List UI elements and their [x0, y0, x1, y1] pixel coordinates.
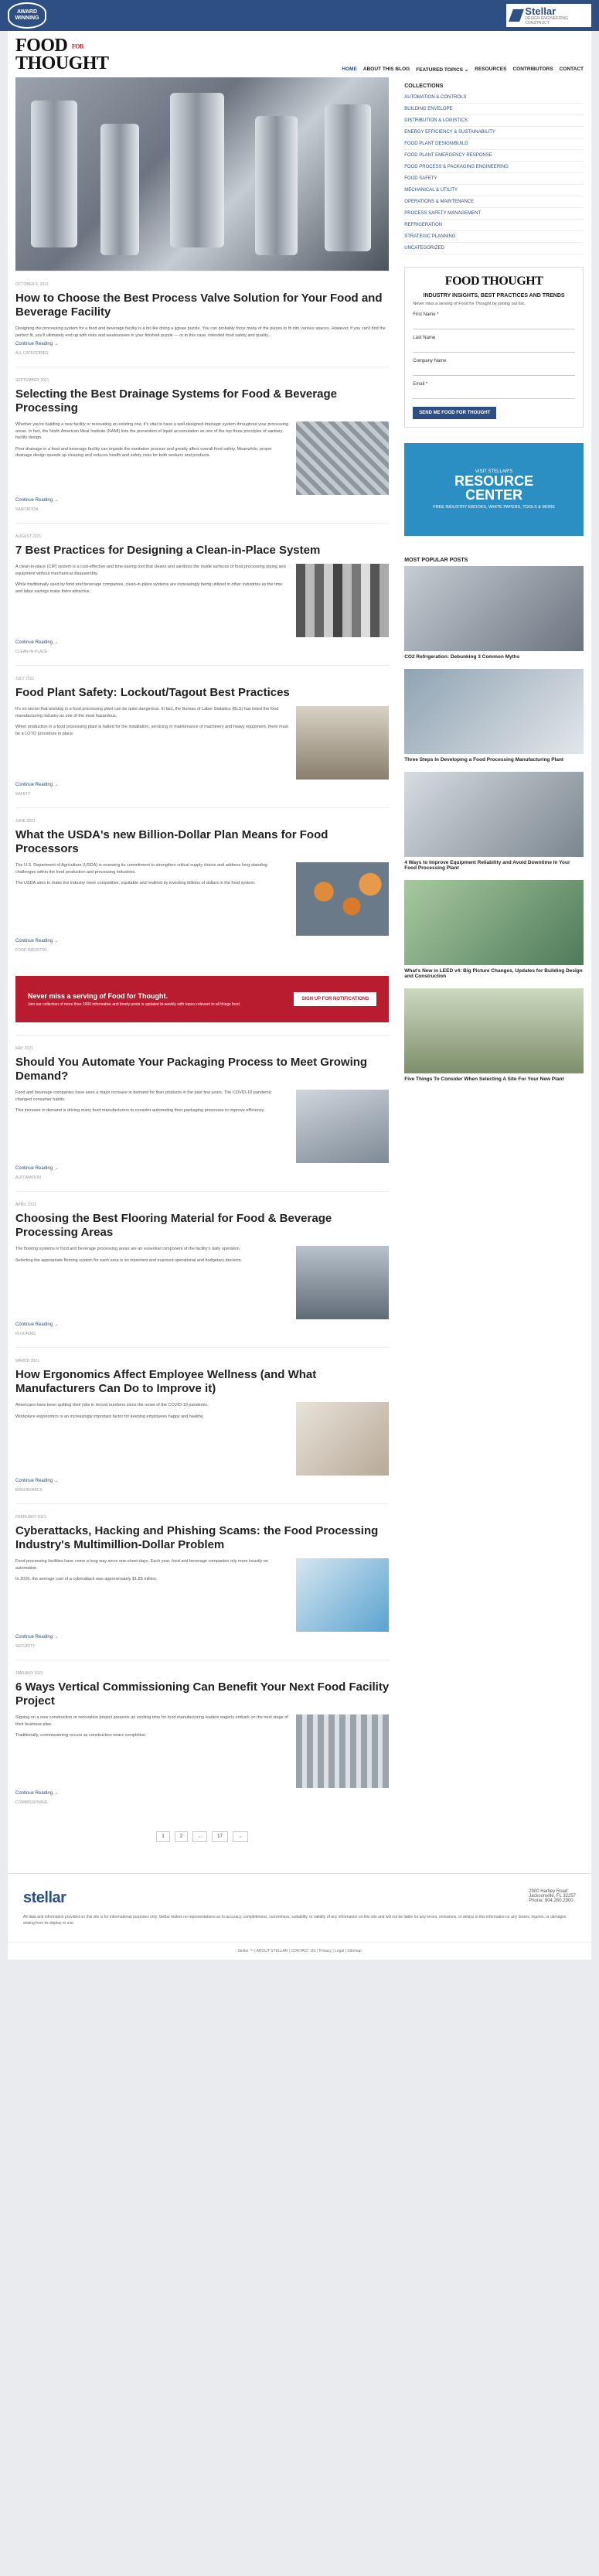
- article-p1: The flooring systems in food and beverage processing areas are an essential component of the facility's daily operation.: [15, 1247, 241, 1252]
- article: [15, 1347, 389, 1503]
- article-p2: While traditionally used by food and beverage companies, clean-in-place systems are increasingly being utilized in other industries as the time and labor savings make them attractive.: [15, 582, 283, 594]
- article-date: SEPTEMBER 2021: [15, 378, 49, 384]
- food-for-thought-logo[interactable]: [15, 37, 109, 73]
- continue-link[interactable]: Continue Reading →: [15, 939, 59, 944]
- newsletter-cta-banner: [15, 976, 389, 1022]
- article-date: JULY 2021: [15, 677, 35, 682]
- resource-big2: CENTER: [465, 487, 523, 503]
- popular-post-title: CO2 Refrigeration: Debunking 3 Common Myths: [404, 654, 520, 660]
- stellar-name: Stellar: [525, 5, 556, 17]
- article-p2: Traditionally, commissioning occurs as construction nears completion.: [15, 1733, 147, 1738]
- popular-post-title: 4 Ways to Improve Equipment Reliability and Avoid Downtime In Your Food Processing Plant: [404, 860, 570, 872]
- footer-bottom-links[interactable]: Stellar ™ | ABOUT STELLAR | CONTACT US | Privacy | Legal | Sitemap: [8, 1942, 591, 1960]
- featured-article: [15, 271, 389, 367]
- article-title[interactable]: Choosing the Best Flooring Material for Food & Beverage Processing Areas: [15, 1212, 332, 1240]
- article-date: JUNE 2021: [15, 819, 36, 824]
- signup-form: [404, 267, 584, 428]
- article-title[interactable]: How Ergonomics Affect Employee Wellness (and What Manufacturers Can Do to Improve it): [15, 1368, 317, 1396]
- form-logo-line1: FOOD: [444, 275, 480, 288]
- page-1[interactable]: 1: [156, 1831, 169, 1842]
- popular-post[interactable]: [404, 566, 584, 660]
- page-2[interactable]: 2: [175, 1831, 188, 1842]
- article-category[interactable]: SANITATION: [15, 507, 39, 513]
- article-p2: This increase in demand is driving many food manufacturers to consider automating their packaging processes to improve efficiency.: [15, 1108, 265, 1114]
- article-p1: A clean-in-place (CIP) system is a cost-effective and time-saving tool that cleans and sanitizes the inside surfaces of food processing piping and equipment without mechanical disassembly.: [15, 565, 286, 576]
- collection-item[interactable]: FOOD PROCESS & PACKAGING ENGINEERING: [404, 162, 584, 173]
- form-logo: [413, 275, 575, 287]
- nav-featured-topics[interactable]: FEATURED TOPICS ⌄: [416, 67, 469, 73]
- article-p2: The USDA aims to make the industry more competitive, equitable and resilient by investing billions of dollars in the food system.: [15, 881, 256, 886]
- award-badge: AWARD WINNING: [8, 2, 46, 29]
- continue-link[interactable]: Continue Reading →: [15, 1166, 59, 1172]
- collection-item[interactable]: DISTRIBUTION & LOGISTICS: [404, 115, 584, 127]
- article-title[interactable]: 6 Ways Vertical Commissioning Can Benefit Your Next Food Facility Project: [15, 1680, 390, 1708]
- popular-post-title: What's New in LEED v4: Big Picture Changes, Updates for Building Design and Construction: [404, 968, 583, 980]
- popular-post-title: Three Steps In Developing a Food Processing Manufacturing Plant: [404, 757, 564, 763]
- article-category[interactable]: SECURITY: [15, 1644, 36, 1650]
- article-category[interactable]: COMMISSIONING: [15, 1800, 48, 1806]
- form-submit-button[interactable]: SEND ME FOOD FOR THOUGHT: [413, 407, 496, 419]
- article-thumbnail[interactable]: [296, 1090, 389, 1163]
- last-name-label: Last Name: [413, 336, 436, 341]
- site-footer: [8, 1873, 591, 1942]
- article-thumbnail[interactable]: [296, 1402, 389, 1476]
- article-date: APRIL 2021: [15, 1203, 36, 1208]
- main-nav: [342, 67, 584, 73]
- nav-about[interactable]: ABOUT THIS BLOG: [362, 67, 410, 72]
- collection-item[interactable]: FOOD SAFETY: [404, 173, 584, 185]
- article-thumbnail[interactable]: [296, 1246, 389, 1319]
- collection-item[interactable]: BUILDING ENVELOPE: [404, 104, 584, 115]
- email-label: Email *: [413, 382, 428, 387]
- article-category[interactable]: FLOORING: [15, 1332, 36, 1337]
- stellar-mark-icon: [509, 9, 524, 22]
- article-p2: Workplace ergonomics is an increasingly important factor for keeping employees happy and healthy.: [15, 1414, 204, 1419]
- article-p1: Americans have been quitting their jobs in record numbers since the onset of the COVID-19 pandemic.: [15, 1403, 209, 1408]
- article-title[interactable]: 7 Best Practices for Designing a Clean-in-Place System: [15, 544, 321, 558]
- first-name-label: First Name *: [413, 312, 439, 318]
- last-name-input[interactable]: [413, 342, 575, 353]
- featured-category[interactable]: ALL CATEGORIES: [15, 351, 49, 357]
- article-title[interactable]: Selecting the Best Drainage Systems for Food & Beverage Processing: [15, 387, 337, 415]
- page-next[interactable]: →: [233, 1831, 248, 1842]
- featured-title[interactable]: How to Choose the Best Process Valve Solution for Your Food and Beverage Facility: [15, 292, 383, 319]
- article-category[interactable]: CLEAN-IN-PLACE: [15, 650, 48, 655]
- footer-brand[interactable]: stellar: [23, 1889, 66, 1907]
- logo-line1: FOOD: [15, 36, 68, 56]
- article-thumbnail[interactable]: [296, 862, 389, 936]
- article: [15, 1191, 389, 1347]
- popular-post-image: [404, 988, 584, 1073]
- featured-continue-link[interactable]: Continue Reading →: [15, 342, 59, 347]
- article-date: JANUARY 2021: [15, 1671, 43, 1677]
- article: [15, 1503, 389, 1660]
- footer-disclaimer: All data and information provided on this site is for informational purposes only. Stellar makes no representations as to accuracy, completeness, currentness, suitability, or validity of any information on this site and will not be liable for any errors, omissions, or delays in this information or any losses, injuries, or damages arising from its display or use.: [23, 1915, 567, 1926]
- nav-resources[interactable]: RESOURCES: [475, 67, 507, 72]
- article-thumbnail[interactable]: [296, 706, 389, 780]
- company-input[interactable]: [413, 365, 575, 376]
- top-bar: [0, 0, 599, 31]
- company-label: Company Name: [413, 359, 447, 364]
- article-thumbnail[interactable]: [296, 421, 389, 495]
- collection-item[interactable]: PROCESS SAFETY MANAGEMENT: [404, 208, 584, 220]
- email-input[interactable]: [413, 388, 575, 399]
- resource-center-banner[interactable]: [404, 443, 584, 536]
- article-category[interactable]: ERGONOMICS: [15, 1488, 43, 1493]
- collections-list: [404, 92, 584, 254]
- article-p1: Signing on a new construction or renovation project presents an exciting time for food manufacturing leaders eagerly embark on the next stage of their business plan.: [15, 1715, 288, 1727]
- article-p1: The U.S. Department of Agriculture (USDA) is renewing its commitment to strengthen critical supply chains and address long-standing challenges within the food production and processing industries.: [15, 863, 267, 875]
- footer-address: 2900 Hartley Road Jacksonville, FL 32257 Phone: 904.260.2900: [529, 1889, 576, 1904]
- cta-sub: Join our collection of more than 1000 informative and timely posts is updated bi-weekly with topics relevant to all things food.: [28, 1001, 241, 1007]
- article-p1: Whether you're building a new facility or renovating an existing one, it's vital to have a well-designed drainage system throughout your processing areas. In fact, the North American Meat Institute (NAMI) lists the prevention of liquid accumulation as one of the top three principles of sanitary facility design.: [15, 422, 289, 441]
- sidebar: [404, 77, 584, 1858]
- continue-link[interactable]: Continue Reading →: [15, 1322, 59, 1328]
- resource-sub: FREE INDUSTRY EBOOKS, WHITE PAPERS, TOOLS & MORE: [433, 505, 556, 510]
- article-title[interactable]: Cyberattacks, Hacking and Phishing Scams: the Food Processing Industry's Multimillion-Dollar Problem: [15, 1524, 379, 1552]
- featured-excerpt: Designing the processing system for a food and beverage facility is a bit like doing a jigsaw puzzle. You can probably force many of the pieces to fit into various spaces. However, if you can't find the perfect fit, you'll ultimately end up with risks and weaknesses in your finished puzzle — or in this case, intended food safety and quality...: [15, 326, 386, 338]
- article-title[interactable]: What the USDA's new Billion-Dollar Plan Means for Food Processors: [15, 828, 328, 856]
- page-17[interactable]: 17: [212, 1831, 228, 1842]
- collection-item[interactable]: MECHANICAL & UTILITY: [404, 185, 584, 196]
- article-date: FEBRUARY 2021: [15, 1515, 46, 1520]
- article: [15, 1660, 389, 1816]
- continue-link[interactable]: Continue Reading →: [15, 640, 59, 646]
- continue-link[interactable]: Continue Reading →: [15, 783, 59, 788]
- article: [15, 1035, 389, 1191]
- popular-post[interactable]: [404, 880, 584, 979]
- article: [15, 665, 389, 807]
- stellar-logo[interactable]: [506, 4, 591, 27]
- continue-link[interactable]: Continue Reading →: [15, 1479, 59, 1484]
- nav-contact[interactable]: CONTACT: [559, 67, 584, 72]
- popular-post[interactable]: [404, 988, 584, 1082]
- stellar-sub: DESIGN ENGINEERING CONSTRUCT: [525, 15, 568, 26]
- pagination: [15, 1816, 389, 1858]
- resource-big1: RESOURCE: [454, 473, 534, 490]
- popular-post-image: [404, 669, 584, 754]
- form-title: INDUSTRY INSIGHTS, BEST PRACTICES AND TRENDS: [423, 293, 565, 299]
- collection-item[interactable]: ENERGY EFFICIENCY & SUSTAINABILITY: [404, 127, 584, 138]
- article-category[interactable]: AUTOMATION: [15, 1175, 41, 1181]
- popular-post[interactable]: [404, 772, 584, 871]
- collection-item[interactable]: STRATEGIC PLANNING: [404, 231, 584, 243]
- content-wrap: [8, 77, 591, 1873]
- collection-item[interactable]: REFRIGERATION: [404, 220, 584, 231]
- article-thumbnail[interactable]: [296, 564, 389, 637]
- article-p2: Poor drainage in a food and beverage facility can impede the sanitation process and greatly affect overall food safety. Meanwhile, proper drainage design speeds up cleaning and reduces health and safety risks for both workers and products.: [15, 446, 272, 459]
- article-date: AUGUST 2021: [15, 534, 42, 540]
- popular-post-image: [404, 880, 584, 965]
- featured-hero-image[interactable]: [15, 77, 389, 271]
- page-ellipsis: ...: [192, 1831, 207, 1842]
- popular-post-title: Five Things To Consider When Selecting A Site For Your New Plant: [404, 1076, 564, 1083]
- logo-for: FOR: [71, 43, 84, 51]
- cta-signup-button[interactable]: SIGN UP FOR NOTIFICATIONS: [294, 992, 376, 1006]
- featured-date: OCTOBER 6, 2021: [15, 282, 49, 287]
- popular-post-image: [404, 566, 584, 651]
- logo-line2: THOUGHT: [15, 53, 109, 74]
- nav-contributors[interactable]: CONTRIBUTORS: [512, 67, 553, 72]
- article-p2: Selecting the appropriate flooring system for each area is an important and nuanced operational and budgetary decision.: [15, 1257, 243, 1263]
- collection-item[interactable]: AUTOMATION & CONTROLS: [404, 92, 584, 104]
- article-thumbnail[interactable]: [296, 1714, 389, 1788]
- article-title[interactable]: Food Plant Safety: Lockout/Tagout Best Practices: [15, 686, 290, 700]
- collection-item[interactable]: FOOD PLANT EMERGENCY RESPONSE: [404, 150, 584, 162]
- nav-home[interactable]: HOME: [342, 67, 357, 72]
- continue-link[interactable]: Continue Reading →: [15, 1635, 59, 1640]
- article-date: MARCH 2021: [15, 1359, 39, 1364]
- article-p1: It's no secret that working in a food processing plant can be quite dangerous. In fact, the Bureau of Labor Statistics (BLS) has listed the food manufacturing industry as one of the most hazardous.: [15, 707, 279, 718]
- article-p2: When production in a food processing plant is halted for the installation, servicing or maintenance of machinery and heavy equipment, there must be a LOTO procedure in place.: [15, 725, 288, 736]
- popular-post-image: [404, 772, 584, 857]
- collection-item[interactable]: FOOD PLANT DESIGN/BUILD: [404, 138, 584, 150]
- popular-post[interactable]: [404, 669, 584, 763]
- article: [15, 367, 389, 523]
- article-p1: Food processing facilities have come a long way since one-sheet days. Each year, food and beverage companies rely more heavily on automation.: [15, 1559, 268, 1571]
- collections-heading: COLLECTIONS: [404, 84, 444, 89]
- continue-link[interactable]: Continue Reading →: [15, 1791, 59, 1796]
- article-p1: Food and beverage companies have seen a major increase in demand for their products in the past few years. The COVID-19 pandemic changed consumer habits.: [15, 1090, 272, 1102]
- cta-title: Never miss a serving of Food for Thought.: [28, 991, 168, 1000]
- main-column: [15, 77, 389, 1858]
- collection-item[interactable]: UNCATEGORIZED: [404, 243, 584, 254]
- collection-item[interactable]: OPERATIONS & MAINTENANCE: [404, 196, 584, 208]
- form-sub: Never miss a serving of Food for Thought by joining our list.: [413, 302, 526, 307]
- article-category[interactable]: FOOD INDUSTRY: [15, 948, 48, 954]
- article-p2: In 2020, the average cost of a cyberattack was approximately $1.85 million.: [15, 1577, 158, 1582]
- article-thumbnail[interactable]: [296, 1558, 389, 1632]
- popular-heading: MOST POPULAR POSTS: [404, 558, 468, 564]
- form-logo-line2: THOUGHT: [482, 275, 543, 288]
- continue-link[interactable]: Continue Reading →: [15, 498, 59, 503]
- article: [15, 523, 389, 665]
- article-title[interactable]: Should You Automate Your Packaging Process to Meet Growing Demand?: [15, 1056, 368, 1083]
- first-name-input[interactable]: [413, 319, 575, 329]
- article-category[interactable]: SAFETY: [15, 792, 31, 797]
- article: [15, 807, 389, 964]
- site-header: [8, 31, 591, 77]
- article-date: MAY 2021: [15, 1046, 33, 1052]
- resource-top: VISIT STELLAR'S: [475, 469, 513, 475]
